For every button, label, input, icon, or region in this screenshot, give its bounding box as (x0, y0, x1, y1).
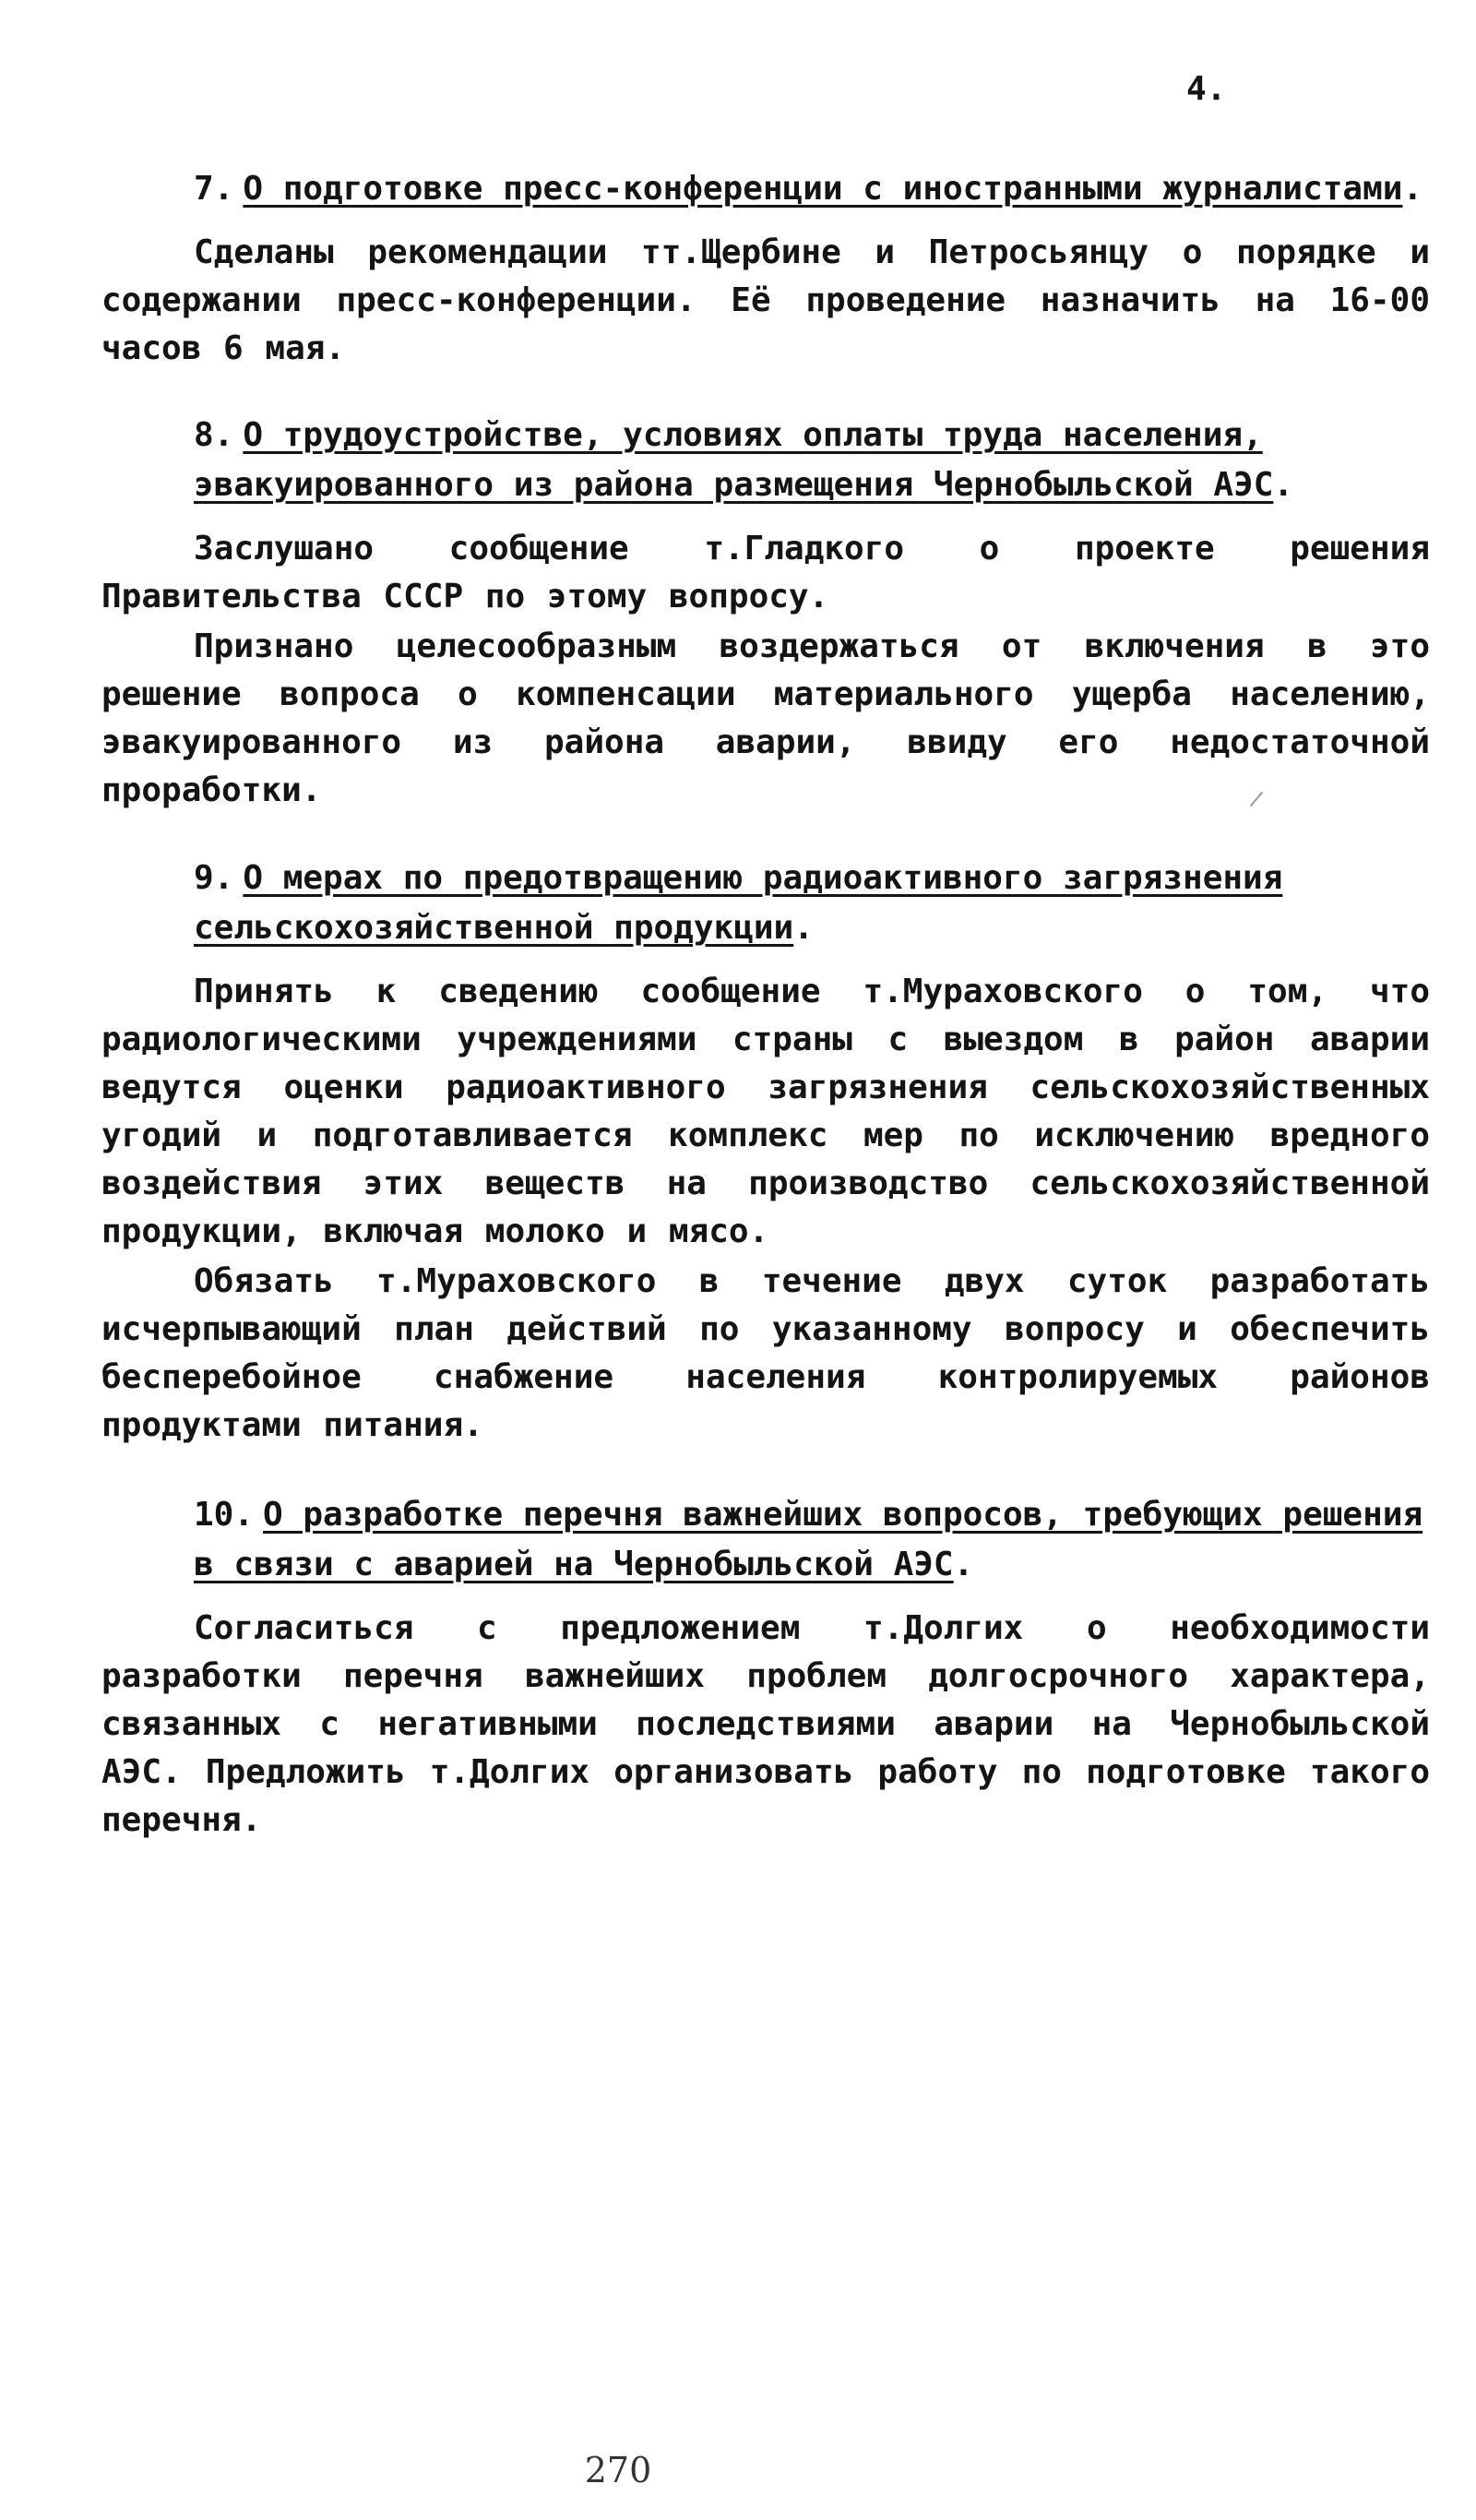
section-paragraph: Обязать т.Мураховского в течение двух суток разработать исчерпывающий план действий по указанному вопросу и обеспечить бесперебойное снабжение населения контролируемых районов продуктами питания. (101, 1262, 1430, 1444)
section-number: 9. (194, 859, 234, 897)
section-number: 10. (194, 1496, 255, 1534)
section-7 (101, 164, 1430, 373)
section-paragraph: Согласиться с предложением т.Долгих о необходимости разработки перечня важнейших проблем долгосрочного характера, связанных с негативными последствиями аварии на Чернобыльской АЭС. Предложить т.Долгих организовать работу по подготовке такого перечня. (101, 1609, 1430, 1839)
section-paragraph: Признано целесообразным воздержаться от включения в это решение вопроса о компенсации материального ущерба населению, эвакуированного из района аварии, ввиду его недостаточной проработки. (101, 627, 1430, 809)
section-8 (101, 411, 1430, 815)
section-paragraph: Принять к сведению сообщение т.Мураховского о том, что радиологическими учреждениями страны с выездом в район аварии ведутся оценки радиоактивного загрязнения сельскохозяйственных угодий и подготавливается комплекс мер по исключению вредного воздействия этих веществ на производство сельскохозяйственной продукции, включая молоко и мясо. (101, 973, 1430, 1250)
section-title: О подготовке пресс-конференции с иностранными журналистами (243, 170, 1403, 208)
section-heading: 8. О трудоустройстве, условиях оплаты труда населения, эвакуированного из района размещения Чернобыльской АЭС. (194, 416, 1294, 504)
page-number: 4. (1186, 70, 1227, 108)
section-number: 7. (194, 170, 234, 208)
footer-page-number: 270 (584, 2450, 652, 2490)
section-title: О трудоустройстве, условиях оплаты труда населения, эвакуированного из района размещения Чернобыльской АЭС (194, 416, 1274, 504)
section-number: 8. (194, 416, 234, 454)
section-heading: 9. О мерах по предотвращению радиоактивного загрязнения сельскохозяйственной продукции. (194, 859, 1283, 947)
section-10 (101, 1490, 1430, 1845)
section-title: О мерах по предотвращению радиоактивного загрязнения сельскохозяйственной продукции (194, 859, 1283, 947)
section-9 (101, 854, 1430, 1450)
section-heading: 7. О подготовке пресс-конференции с иностранными журналистами. (194, 170, 1423, 208)
section-title: О разработке перечня важнейших вопросов, требующих решения в связи с аварией на Чернобыльской АЭС (194, 1496, 1423, 1583)
section-paragraph: Сделаны рекомендации тт.Щербине и Петросьянцу о порядке и содержании пресс-конференции. Её проведение назначить на 16-00 часов 6 мая. (101, 233, 1430, 367)
section-heading: 10. О разработке перечня важнейших вопросов, требующих решения в связи с аварией на Чернобыльской АЭС. (194, 1496, 1423, 1583)
section-paragraph: Заслушано сообщение т.Гладкого о проекте решения Правительства СССР по этому вопросу. (101, 530, 1430, 615)
